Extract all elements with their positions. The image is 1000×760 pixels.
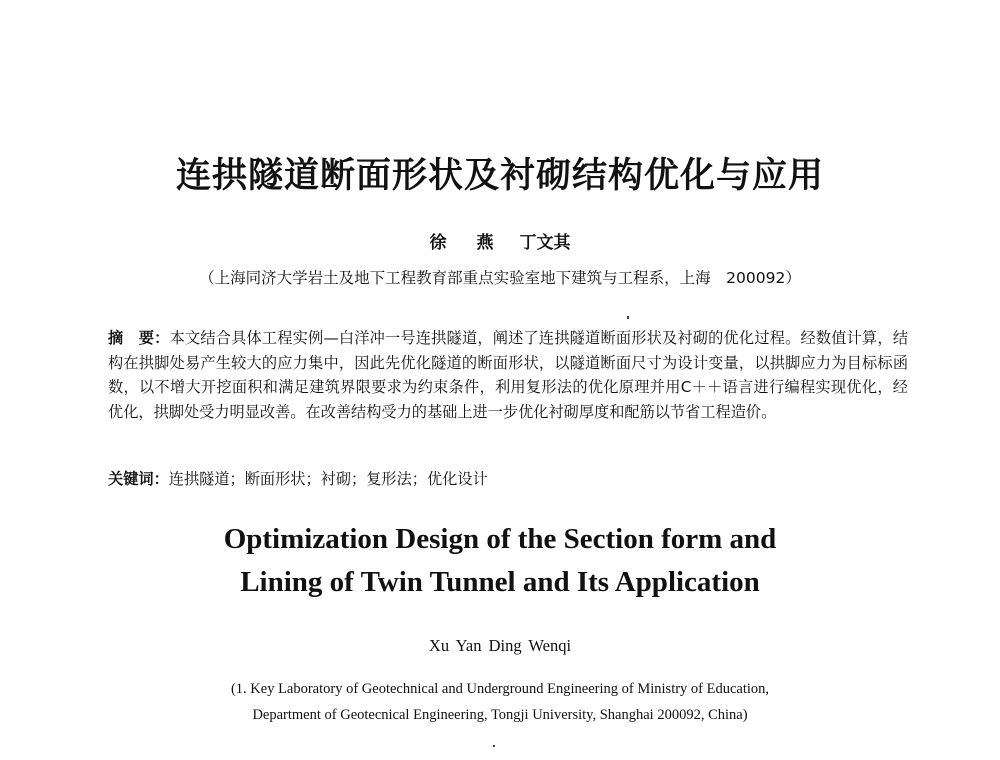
paper-title-english	[0, 518, 1000, 604]
authors-english: Xu Yan Ding Wenqi	[428, 636, 572, 655]
keywords-label: 关键词：	[108, 470, 169, 488]
scan-speck	[627, 316, 629, 319]
title-english-line-1: Optimization Design of the Section form and	[223, 523, 777, 555]
affiliation-english	[0, 676, 1000, 728]
abstract-chinese	[108, 326, 908, 424]
affiliation-english-line-2: Department of Geotecnical Engineering, Tongji University, Shanghai 200092, China)	[252, 707, 748, 723]
abstract-text: 本文结合具体工程实例—白洋冲一号连拱隧道，阐述了连拱隧道断面形状及衬砌的优化过程。经数值计算，结构在拱脚处易产生较大的应力集中，因此先优化隧道的断面形状，以隧道断面尺寸为设计变量，以拱脚应力为目标标函数，以不增大开挖面积和满足建筑界限要求为约束条件，利用复形法的优化原理并用C＋＋语言进行编程实现优化，经优化，拱脚处受力明显改善。在改善结构受力的基础上进一步优化衬砌厚度和配筋以节省工程造价。	[108, 329, 909, 421]
scan-speck	[493, 745, 495, 747]
affiliation-chinese: （上海同济大学岩土及地下工程教育部重点实验室地下建筑与工程系，上海 200092）	[199, 269, 801, 287]
affiliation-english-line-1: (1. Key Laboratory of Geotechnical and Underground Engineering of Ministry of Education,	[230, 681, 770, 697]
keywords-chinese	[108, 468, 908, 489]
paper-title-chinese: 连拱隧道断面形状及衬砌结构优化与应用	[175, 155, 824, 196]
title-english-line-2: Lining of Twin Tunnel and Its Application	[240, 566, 760, 598]
author-xu-yan-cn: 徐 燕	[429, 233, 506, 253]
author-ding-wenqi-cn: 丁文其	[519, 233, 571, 253]
authors-chinese	[0, 228, 1000, 253]
abstract-label: 摘 要：	[108, 329, 170, 347]
keywords-text: 连拱隧道；断面形状；衬砌；复形法；优化设计	[168, 470, 488, 488]
